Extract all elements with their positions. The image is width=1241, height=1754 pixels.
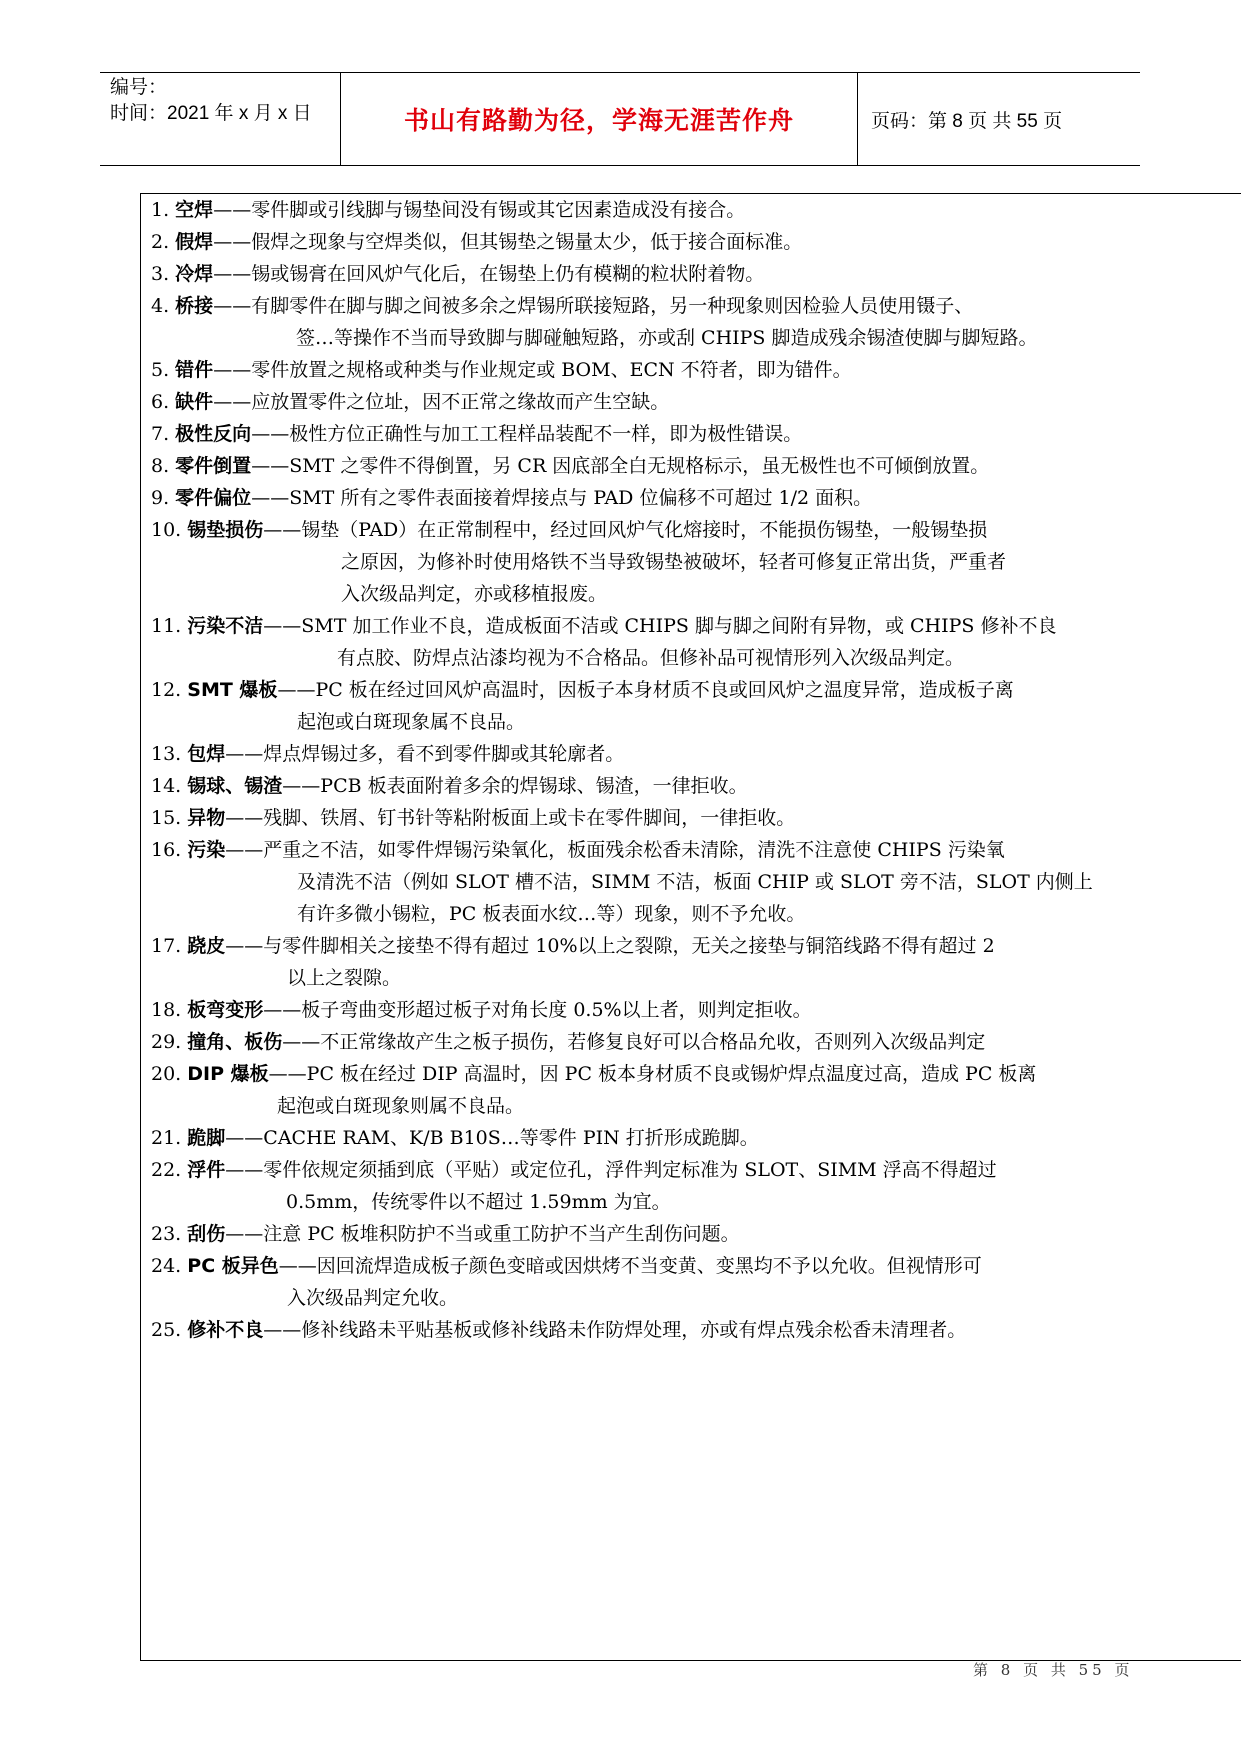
defect-term: 污染 [187, 839, 226, 861]
defect-number: 2. [151, 231, 176, 253]
defect-term: 浮件 [187, 1159, 226, 1181]
defect-description: ——零件依规定须插到底（平贴）或定位孔，浮件判定标准为 SLOT、SIMM 浮高不得超过 [225, 1159, 997, 1181]
defect-number: 7. [151, 423, 176, 445]
defect-item [141, 386, 1241, 418]
defect-description-continuation: 之原因，为修补时使用烙铁不当导致锡垫被破坏，轻者可修复正常出货，严重者 [341, 551, 1007, 573]
defect-description: ——SMT 之零件不得倒置，另 CR 因底部全白无规格标示，虽无极性也不可倾倒放置。 [251, 455, 990, 477]
defect-description: ——SMT 加工作业不良，造成板面不洁或 CHIPS 脚与脚之间附有异物，或 CHIPS 修补不良 [263, 615, 1057, 637]
defect-number: 8. [151, 455, 176, 477]
defect-number: 23. [151, 1223, 188, 1245]
defect-term: 跪脚 [187, 1127, 226, 1149]
defect-term: 假焊 [175, 231, 214, 253]
defect-description: ——因回流焊造成板子颜色变暗或因烘烤不当变黄、变黑均不予以允收。但视情形可 [278, 1255, 982, 1277]
defect-term: 跷皮 [187, 935, 226, 957]
defect-description-continuation: 入次级品判定允收。 [287, 1287, 459, 1309]
defect-term: 板弯变形 [187, 999, 264, 1021]
defect-description: ——有脚零件在脚与脚之间被多余之焊锡所联接短路，另一种现象则因检验人员使用镊子、 [213, 295, 974, 317]
defect-term: 污染不洁 [187, 615, 264, 637]
defect-description: ——极性方位正确性与加工工程样品装配不一样，即为极性错误。 [251, 423, 803, 445]
defect-number: 12. [151, 679, 188, 701]
defect-description: ——与零件脚相关之接垫不得有超过 10%以上之裂隙，无关之接垫与铜箔线路不得有超过 2 [225, 935, 995, 957]
header-motto-cell [340, 73, 858, 165]
defect-item [141, 770, 1241, 802]
defect-number: 11. [151, 615, 188, 637]
header-page-cell [857, 73, 1140, 165]
defect-term: 锡球、锡渣 [187, 775, 283, 797]
defect-term: 桥接 [175, 295, 214, 317]
defect-description: ——修补线路未平贴基板或修补线路未作防焊处理，亦或有焊点残余松香未清理者。 [263, 1319, 967, 1341]
defect-description: ——严重之不洁，如零件焊锡污染氧化，板面残余松香未清除，清洗不注意使 CHIPS 污染氧 [225, 839, 1005, 861]
defect-item [141, 194, 1241, 226]
defect-description: ——PC 板在经过回风炉高温时，因板子本身材质不良或回风炉之温度异常，造成板子离 [277, 679, 1014, 701]
defect-description-continuation: 0.5mm，传统零件以不超过 1.59mm 为宜。 [286, 1191, 671, 1213]
defect-item [141, 226, 1241, 258]
defect-item [141, 290, 1241, 354]
defect-number: 15. [151, 807, 188, 829]
defect-term: 极性反向 [175, 423, 252, 445]
footer-page-number: 第 8 页 共 55 页 [973, 1661, 1134, 1679]
defect-item [141, 1058, 1241, 1122]
motto: 书山有路勤为径，学海无涯苦作舟 [403, 106, 794, 135]
defect-item [141, 994, 1241, 1026]
defect-term: 撞角、板伤 [187, 1031, 283, 1053]
defect-number: 3. [151, 263, 176, 285]
page-code: 页码：第 8 页 共 55 页 [871, 110, 1063, 132]
defect-description-continuation: 签…等操作不当而导致脚与脚碰触短路，亦或刮 CHIPS 脚造成残余锡渣使脚与脚短路。 [296, 327, 1038, 349]
defect-description: ——零件放置之规格或种类与作业规定或 BOM、ECN 不符者，即为错件。 [213, 359, 852, 381]
document-date: 时间：2021 年 x 月 x 日 [110, 103, 312, 124]
defect-item [141, 1154, 1241, 1218]
defect-description: ——零件脚或引线脚与锡垫间没有锡或其它因素造成没有接合。 [213, 199, 746, 221]
defect-number: 1. [151, 199, 176, 221]
defect-number: 5. [151, 359, 176, 381]
defect-description: ——残脚、铁屑、钉书针等粘附板面上或卡在零件脚间，一律拒收。 [225, 807, 796, 829]
defect-number: 6. [151, 391, 176, 413]
defect-item [141, 738, 1241, 770]
defect-description-continuation: 有点胶、防焊点沾漆均视为不合格品。但修补品可视情形列入次级品判定。 [337, 647, 965, 669]
defect-item [141, 1250, 1241, 1314]
defect-term: 包焊 [187, 743, 226, 765]
defect-list [141, 194, 1241, 1346]
defect-item [141, 1218, 1241, 1250]
defect-description: ——应放置零件之位址，因不正常之缘故而产生空缺。 [213, 391, 670, 413]
defect-description: ——锡或锡膏在回风炉气化后，在锡垫上仍有模糊的粒状附着物。 [213, 263, 765, 285]
defect-description: ——板子弯曲变形超过板子对角长度 0.5%以上者，则判定拒收。 [263, 999, 812, 1021]
defect-number: 29. [151, 1031, 188, 1053]
defect-number: 21. [151, 1127, 188, 1149]
defect-description: ——锡垫（PAD）在正常制程中，经过回风炉气化熔接时，不能损伤锡垫，一般锡垫损 [263, 519, 988, 541]
defect-description: ——焊点焊锡过多，看不到零件脚或其轮廓者。 [225, 743, 625, 765]
defect-item [141, 802, 1241, 834]
defect-description-continuation: 起泡或白斑现象属不良品。 [297, 711, 526, 733]
defect-term: 错件 [175, 359, 214, 381]
defect-description: ——CACHE RAM、K/B B10S…等零件 PIN 打折形成跪脚。 [225, 1127, 759, 1149]
defect-number: 18. [151, 999, 188, 1021]
defect-item [141, 1314, 1241, 1346]
defect-definitions-box [140, 193, 1241, 1661]
defect-term: 锡垫损伤 [187, 519, 264, 541]
defect-item [141, 610, 1241, 674]
defect-term: 空焊 [175, 199, 214, 221]
defect-term: 缺件 [175, 391, 214, 413]
defect-description-continuation: 以上之裂隙。 [287, 967, 402, 989]
defect-number: 14. [151, 775, 188, 797]
defect-number: 16. [151, 839, 188, 861]
defect-term: DIP 爆板 [187, 1063, 269, 1085]
defect-number: 25. [151, 1319, 188, 1341]
defect-description: ——不正常缘故产生之板子损伤，若修复良好可以合格品允收，否则列入次级品判定 [282, 1031, 986, 1053]
defect-term: 零件倒置 [175, 455, 252, 477]
defect-term: SMT 爆板 [187, 679, 278, 701]
defect-item [141, 1122, 1241, 1154]
defect-term: PC 板异色 [187, 1255, 279, 1277]
defect-number: 13. [151, 743, 188, 765]
defect-item [141, 482, 1241, 514]
defect-description: ——SMT 所有之零件表面接着焊接点与 PAD 位偏移不可超过 1/2 面积。 [251, 487, 873, 509]
defect-term: 冷焊 [175, 263, 214, 285]
defect-number: 9. [151, 487, 176, 509]
defect-description-continuation: 起泡或白斑现象则属不良品。 [277, 1095, 525, 1117]
defect-term: 刮伤 [187, 1223, 226, 1245]
defect-item [141, 258, 1241, 290]
defect-item [141, 354, 1241, 386]
header-table [100, 72, 1140, 166]
defect-item [141, 514, 1241, 610]
defect-description: ——PC 板在经过 DIP 高温时，因 PC 板本身材质不良或锡炉焊点温度过高，造成 PC 板离 [268, 1063, 1037, 1085]
defect-item [141, 450, 1241, 482]
defect-item [141, 418, 1241, 450]
defect-number: 22. [151, 1159, 188, 1181]
defect-description: ——注意 PC 板堆积防护不当或重工防护不当产生刮伤问题。 [225, 1223, 740, 1245]
defect-description: ——PCB 板表面附着多余的焊锡球、锡渣，一律拒收。 [282, 775, 748, 797]
defect-term: 零件偏位 [175, 487, 252, 509]
defect-number: 24. [151, 1255, 188, 1277]
defect-number: 17. [151, 935, 188, 957]
defect-item [141, 834, 1241, 930]
defect-item [141, 930, 1241, 994]
defect-item [141, 674, 1241, 738]
defect-number: 4. [151, 295, 176, 317]
defect-description-continuation: 入次级品判定，亦或移植报废。 [341, 583, 608, 605]
defect-description-continuation: 有许多微小锡粒，PC 板表面水纹…等）现象，则不予允收。 [297, 903, 806, 925]
defect-description: ——假焊之现象与空焊类似，但其锡垫之锡量太少，低于接合面标准。 [213, 231, 803, 253]
defect-item [141, 1026, 1241, 1058]
defect-term: 异物 [187, 807, 226, 829]
defect-description-continuation: 及清洗不洁（例如 SLOT 槽不洁，SIMM 不洁，板面 CHIP 或 SLOT 旁不洁，SLOT 内侧上 [297, 871, 1093, 893]
header-meta [100, 73, 340, 165]
document-number-label: 编号： [110, 77, 168, 98]
defect-number: 10. [151, 519, 188, 541]
defect-number: 20. [151, 1063, 188, 1085]
defect-term: 修补不良 [187, 1319, 264, 1341]
